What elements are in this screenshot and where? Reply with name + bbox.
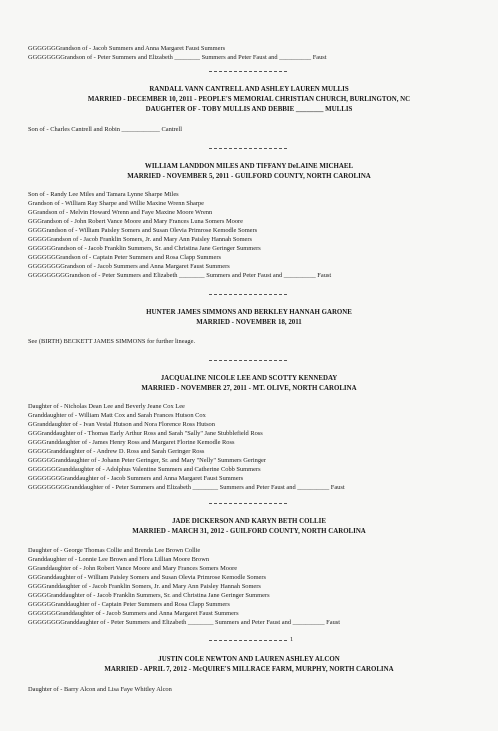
lineage-line: Son of - Randy Lee Miles and Tamara Lynne Sharpe Miles: [28, 191, 179, 198]
couple-heading: JACQUALINE NICOLE LEE AND SCOTTY KENNEDAY: [160, 375, 338, 382]
lineage-line: Daughter of - George Thomas Collie and Brenda Lee Brown Collie: [28, 547, 201, 554]
couple-heading: RANDALL VANN CANTRELL AND ASHLEY LAUREN MULLIS: [149, 86, 349, 93]
lineage-line: GGranddaughter of - John Robert Vance Moore and Mary Frances Somers Moore: [28, 565, 238, 572]
couple-heading: JUSTIN COLE NEWTON AND LAUREN ASHLEY ALCON: [158, 656, 340, 663]
lineage-line: GGGGranddaughter of - James Henry Ross and Margaret Florine Kemodle Ross: [28, 439, 235, 446]
lineage-line: Grandson of - William Ray Sharpe and Willie Maxine Wrenn Sharpe: [28, 200, 204, 207]
section-divider: [209, 294, 287, 295]
lineage-line: GGGranddaughter of - William Paisley Somers and Susan Olevia Primrose Kemodle Somers: [28, 574, 266, 581]
couple-heading: JADE DICKERSON AND KARYN BETH COLLIE: [172, 518, 326, 525]
lineage-line: GGGGGranddaughter of - Jacob Franklin Summers, Sr. and Christina Jane Geringer Summers: [28, 592, 270, 599]
section-divider: [209, 640, 287, 641]
lineage-line: GGGGGranddaughter of - Andrew D. Ross and Sarah Geringer Ross: [28, 448, 205, 455]
parentage-info: DAUGHTER OF - TOBY MULLIS AND DEBBIE ________ MULLIS: [145, 106, 353, 113]
marriage-info: MARRIED - NOVEMBER 27, 2011 - MT. OLIVE, NORTH CAROLINA: [141, 385, 357, 392]
couple-heading: WILLIAM LANDDON MILES AND TIFFANY DeLAINE MICHAEL: [144, 163, 354, 170]
lineage-line: GGGGrandson of - William Paisley Somers and Susan Olevia Primrose Kemodle Somers: [28, 227, 258, 234]
couple-heading: HUNTER JAMES SIMMONS AND BERKLEY HANNAH GARONE: [146, 309, 352, 316]
page-mark: 1: [290, 636, 294, 643]
lineage-line: Son of - Charles Cantrell and Robin ____________ Cantrell: [28, 126, 183, 133]
lineage-line: Granddaughter of - William Matt Cox and Sarah Frances Hutson Cox: [28, 412, 206, 419]
lineage-line: GGGGGGGGGranddaughter of - Peter Summers and Elizabeth ________ Summers and Peter Faust and __________ Faust: [28, 484, 345, 491]
lineage-line: GGGGGGranddaughter of - Johann Peter Geringer, Sr. and Mary "Nelly" Summers Geringer: [28, 457, 266, 464]
lineage-line: GGGGGrandson of - Jacob Franklin Somers, Jr. and Mary Ann Paisley Hannah Somers: [28, 236, 252, 243]
marriage-info: MARRIED - DECEMBER 10, 2011 - PEOPLE'S MEMORIAL CHRISTIAN CHURCH, BURLINGTON, NC: [87, 96, 411, 103]
marriage-info: MARRIED - APRIL 7, 2012 - McQUIRE'S MILLRACE FARM, MURPHY, NORTH CAROLINA: [104, 666, 394, 673]
marriage-info: MARRIED - NOVEMBER 5, 2011 - GUILFORD COUNTY, NORTH CAROLINA: [127, 173, 371, 180]
section-divider: [209, 360, 287, 361]
section-divider: [209, 148, 287, 149]
lineage-line: Granddaughter of - Lonnie Lee Brown and Flora Lillian Moore Brown: [28, 556, 210, 563]
lineage-line: GGGGGGGrandson of - Jacob Summers and Anna Margaret Faust Summers: [28, 45, 226, 52]
lineage-line: GGGGGGGGrandson of - Peter Summers and Elizabeth ________ Summers and Peter Faust and __________ Faust: [28, 54, 327, 61]
lineage-line: GGGGranddaughter of - Jacob Franklin Somers, Jr. and Mary Ann Paisley Hannah Somers: [28, 583, 261, 590]
lineage-line: GGGGGGGranddaughter of - Jacob Summers and Anna Margaret Faust Summers: [28, 610, 239, 617]
lineage-line: GGGGGGrandson of - Jacob Franklin Summers, Sr. and Christina Jane Geringer Summers: [28, 245, 261, 252]
lineage-line: See (BIRTH) BECKETT JAMES SIMMONS for further lineage.: [28, 338, 196, 345]
marriage-info: MARRIED - MARCH 31, 2012 - GUILFORD COUNTY, NORTH CAROLINA: [132, 528, 366, 535]
lineage-line: GGGGGGGGGrandson of - Peter Summers and Elizabeth ________ Summers and Peter Faust and __________ Faust: [28, 272, 332, 279]
lineage-line: GGGGGGranddaughter of - Captain Peter Summers and Rosa Clapp Summers: [28, 601, 230, 608]
marriage-info: MARRIED - NOVEMBER 18, 2011: [196, 319, 302, 326]
section-divider: [209, 503, 287, 504]
lineage-line: Daughter of - Nicholas Dean Lee and Beverly Jeane Cox Lee: [28, 403, 185, 410]
lineage-line: Daughter of - Barry Alcon and Lisa Faye Whitley Alcon: [28, 686, 172, 693]
lineage-line: GGGGGGGGranddaughter of - Jacob Summers and Anna Margaret Faust Summers: [28, 475, 244, 482]
lineage-line: GGGrandson of - John Robert Vance Moore and Mary Frances Luna Somers Moore: [28, 218, 243, 225]
lineage-line: GGrandson of - Melvin Howard Wrenn and Faye Maxine Moore Wrenn: [28, 209, 213, 216]
lineage-line: GGGGGGGGrandson of - Jacob Summers and Anna Margaret Faust Summers: [28, 263, 230, 270]
lineage-line: GGGGGGGGranddaughter of - Peter Summers and Elizabeth ________ Summers and Peter Faust and __________ Faust: [28, 619, 341, 626]
lineage-line: GGGranddaughter of - Thomas Early Arthur Ross and Sarah "Sally" Jane Stubblefield Ross: [28, 430, 263, 437]
lineage-line: GGGGGGGrandson of - Captain Peter Summers and Rosa Clapp Summers: [28, 254, 221, 261]
lineage-line: GGGGGGGranddaughter of - Adolphus Valentine Summers and Catherine Cobb Summers: [28, 466, 261, 473]
lineage-line: GGranddaughter of - Ivan Vestal Hutson and Nora Florence Ross Hutson: [28, 421, 215, 428]
section-divider: [209, 71, 287, 72]
